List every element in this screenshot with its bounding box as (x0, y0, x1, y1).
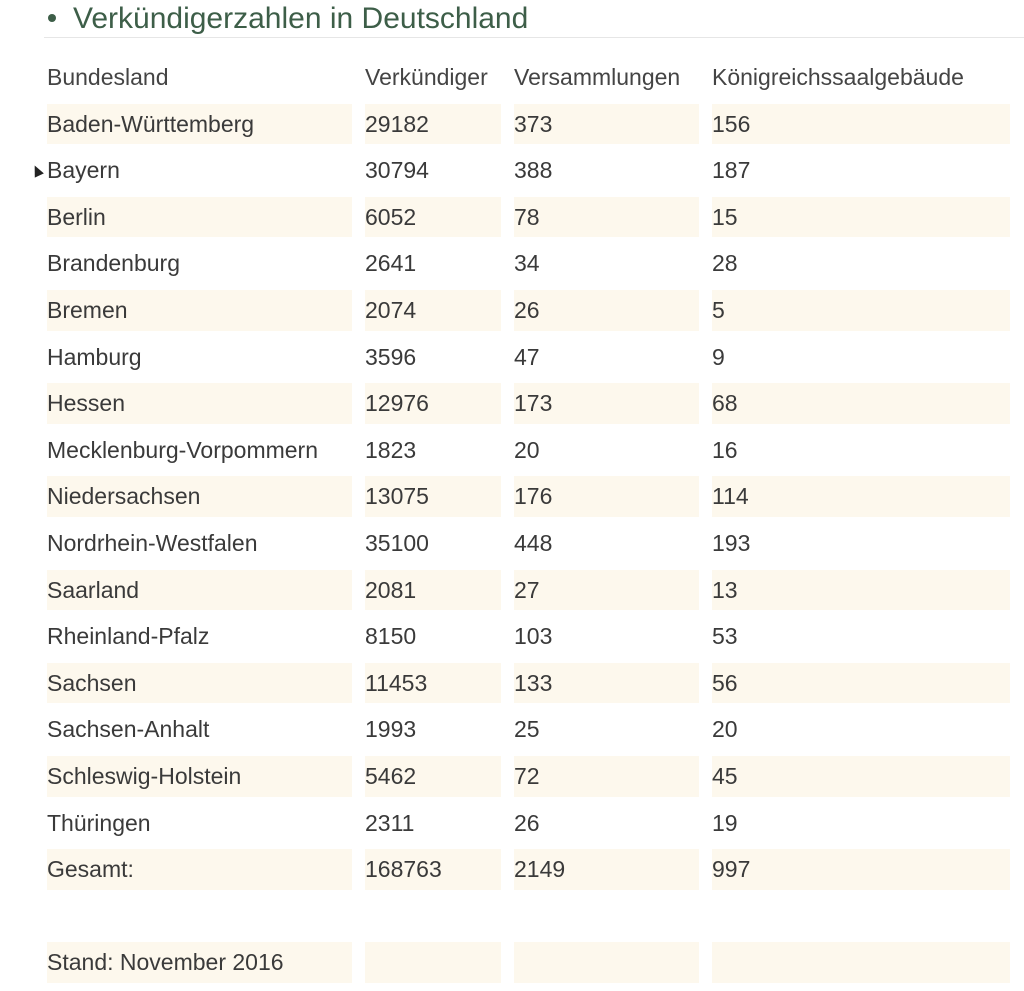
cell-verkuendiger: 3596 (365, 343, 417, 370)
bullet-dot-icon (48, 14, 56, 22)
cell-bundesland: Mecklenburg-Vorpommern (47, 436, 319, 463)
cell-koenigreichssaalgebaeude: 15 (705, 194, 1010, 241)
table-spacer (40, 893, 1010, 940)
column-header-bundesland: Bundesland (47, 64, 169, 90)
cell-versammlungen: 72 (507, 753, 705, 800)
cell-verkuendiger: 1823 (365, 436, 417, 463)
column-header-verkuendiger: Verkündiger (365, 64, 488, 90)
cell-koenigreichssaalgebaeude: 13 (705, 567, 1010, 614)
cell-verkuendiger: 12976 (358, 380, 507, 427)
cell-bundesland: Bayern (47, 157, 120, 184)
cell-koenigreichssaalgebaeude: 5 (705, 287, 1010, 334)
cell-verkuendiger: 6052 (358, 194, 507, 241)
cell-bundesland: Niedersachsen (40, 473, 358, 520)
cell-versammlungen: 26 (507, 287, 705, 334)
cell-bundesland: Sachsen (40, 660, 358, 707)
cell-koenigreichssaalgebaeude: 16 (712, 436, 738, 463)
cell-koenigreichssaalgebaeude: 156 (705, 101, 1010, 148)
cell-koenigreichssaalgebaeude: 19 (712, 809, 738, 836)
cell-verkuendiger: 29182 (358, 101, 507, 148)
cell-verkuendiger: 13075 (358, 473, 507, 520)
cell-koenigreichssaalgebaeude: 45 (705, 753, 1010, 800)
cell-verkuendiger: 8150 (365, 623, 417, 650)
cell-verkuendiger: 30794 (365, 157, 429, 184)
cell-verkuendiger: 2081 (358, 567, 507, 614)
cell-bundesland: Nordrhein-Westfalen (47, 529, 258, 556)
cell-bundesland: Hamburg (47, 343, 142, 370)
cell-bundesland: Sachsen-Anhalt (47, 716, 210, 743)
cell-versammlungen (507, 939, 705, 986)
cell-koenigreichssaalgebaeude: 193 (712, 529, 751, 556)
section-title: Verkündigerzahlen in Deutschland (73, 2, 529, 35)
cell-versammlungen: 373 (507, 101, 705, 148)
statistics-table (40, 54, 1010, 986)
cell-bundesland: Saarland (40, 567, 358, 614)
cell-versammlungen: 47 (514, 343, 540, 370)
cell-versammlungen: 78 (507, 194, 705, 241)
cell-bundesland: Brandenburg (47, 250, 180, 277)
cell-versammlungen: 448 (514, 529, 553, 556)
section-heading (44, 0, 1024, 38)
cell-versammlungen: 20 (514, 436, 540, 463)
cell-bundesland: Berlin (40, 194, 358, 241)
cell-verkuendiger: 2641 (365, 250, 417, 277)
cell-versammlungen: 176 (507, 473, 705, 520)
cell-koenigreichssaalgebaeude: 20 (712, 716, 738, 743)
cell-verkuendiger: 2074 (358, 287, 507, 334)
cell-versammlungen: 103 (514, 623, 553, 650)
cell-versammlungen: 25 (514, 716, 540, 743)
cell-koenigreichssaalgebaeude: 68 (705, 380, 1010, 427)
column-header-versammlungen: Versammlungen (514, 64, 681, 90)
cell-koenigreichssaalgebaeude: 997 (705, 846, 1010, 893)
cell-koenigreichssaalgebaeude: 9 (712, 343, 725, 370)
cell-koenigreichssaalgebaeude: 187 (712, 157, 751, 184)
cell-koenigreichssaalgebaeude (705, 939, 1010, 986)
column-header-koenigreichssaalgebaeude: Königreichssaalgebäude (712, 64, 964, 90)
cell-koenigreichssaalgebaeude: 53 (712, 623, 738, 650)
cell-verkuendiger: 5462 (358, 753, 507, 800)
cell-koenigreichssaalgebaeude: 114 (705, 473, 1010, 520)
cell-bundesland: Stand: November 2016 (40, 939, 358, 986)
cell-versammlungen: 388 (514, 157, 553, 184)
cell-koenigreichssaalgebaeude: 56 (705, 660, 1010, 707)
cell-bundesland: Schleswig-Holstein (40, 753, 358, 800)
cell-verkuendiger: 168763 (358, 846, 507, 893)
cell-versammlungen: 27 (507, 567, 705, 614)
cell-versammlungen: 173 (507, 380, 705, 427)
cell-versammlungen: 26 (514, 809, 540, 836)
cell-verkuendiger: 2311 (365, 809, 415, 836)
cell-bundesland: Baden-Württemberg (40, 101, 358, 148)
cell-bundesland: Hessen (40, 380, 358, 427)
cell-versammlungen: 34 (514, 250, 540, 277)
cell-versammlungen: 2149 (507, 846, 705, 893)
cell-koenigreichssaalgebaeude: 28 (712, 250, 738, 277)
cell-bundesland: Bremen (40, 287, 358, 334)
cell-verkuendiger: 11453 (358, 660, 507, 707)
cell-verkuendiger: 1993 (365, 716, 417, 743)
cell-bundesland: Gesamt: (40, 846, 358, 893)
cell-versammlungen: 133 (507, 660, 705, 707)
cell-verkuendiger: 35100 (365, 529, 429, 556)
cell-bundesland: Thüringen (47, 809, 151, 836)
cell-bundesland: Rheinland-Pfalz (47, 623, 210, 650)
cell-verkuendiger (358, 939, 507, 986)
